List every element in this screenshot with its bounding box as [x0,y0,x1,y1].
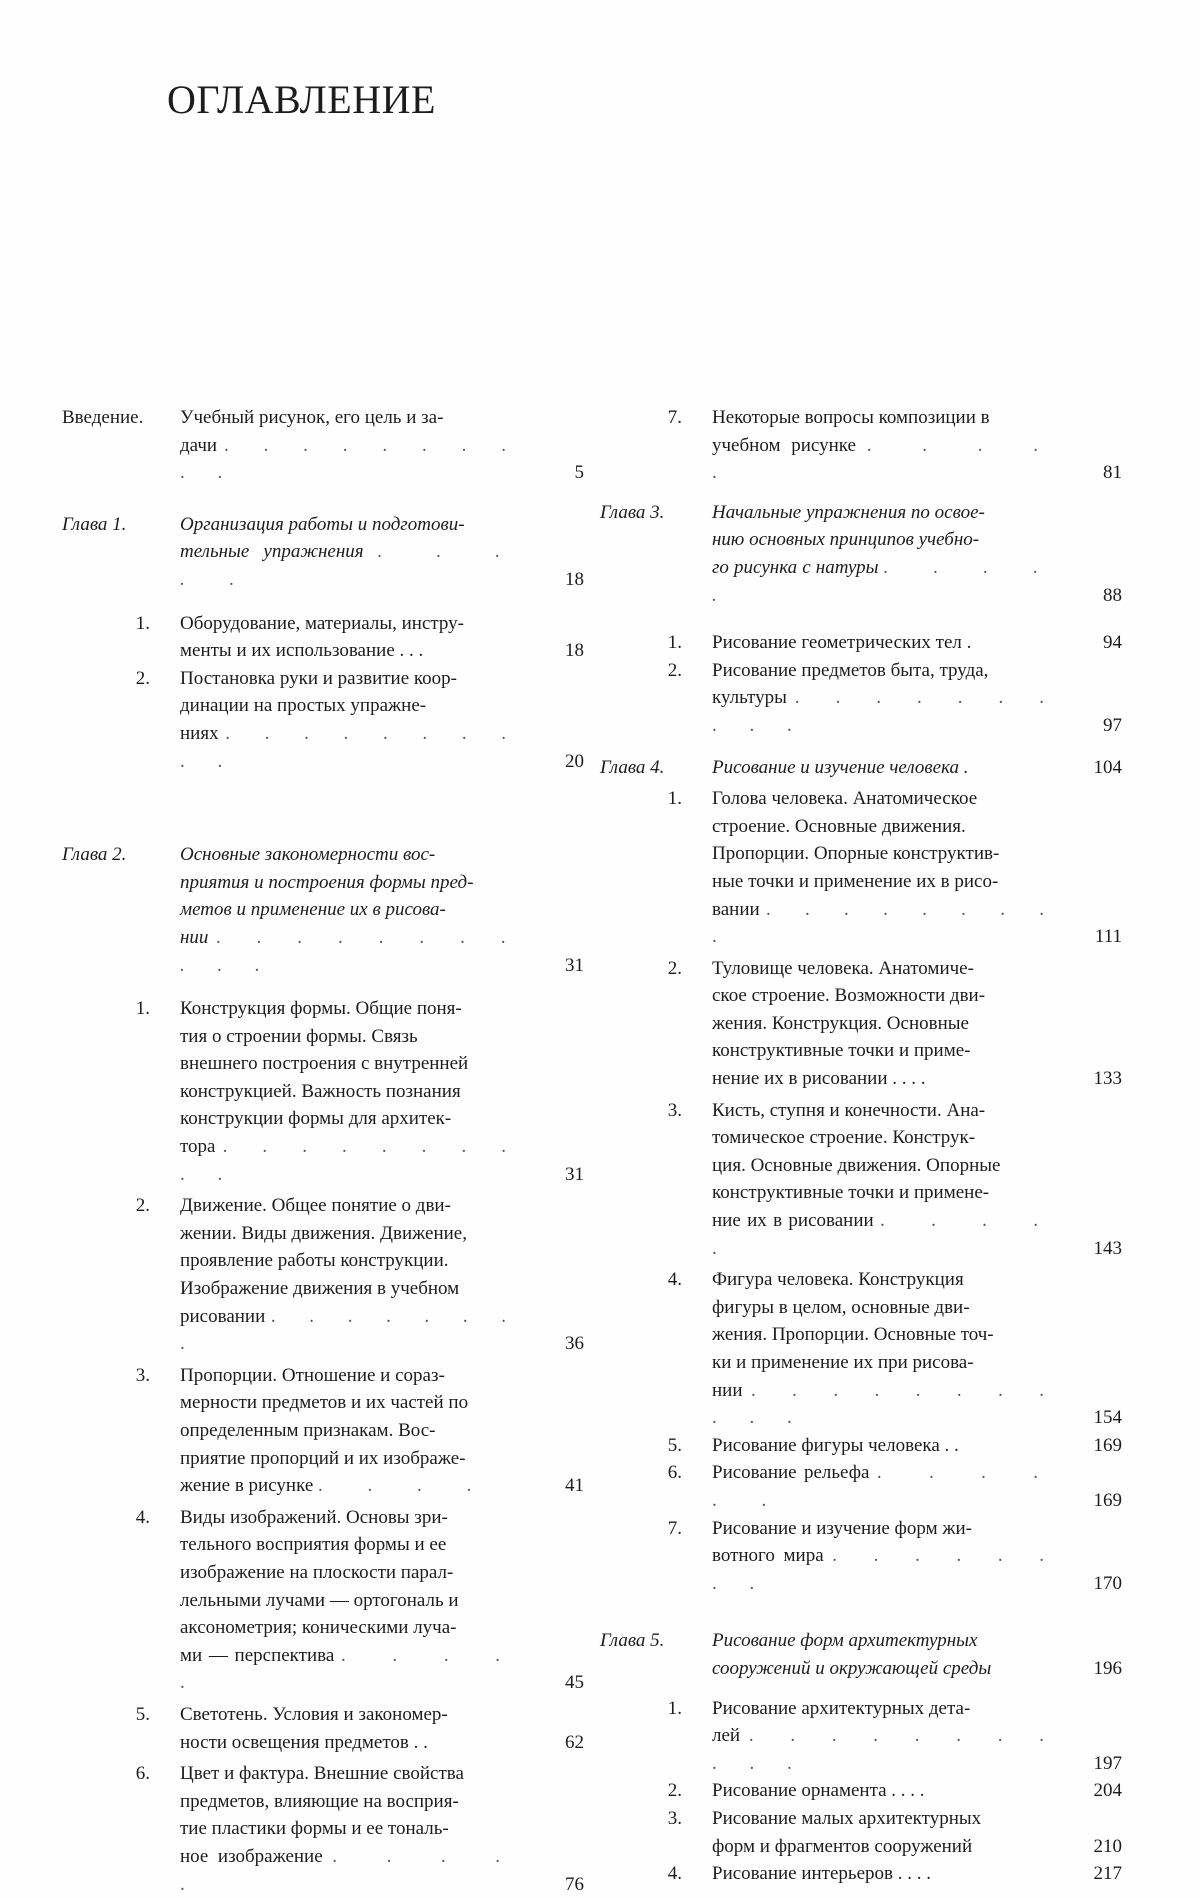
chapter-label: Глава 2. [62,841,172,869]
entry-title [180,1701,520,1756]
entry-title-line: Конструкция формы. Общие поня- [180,995,520,1023]
entry-title-line: Рисование предметов быта, труда, [712,657,1058,685]
dot-leader: . . . . . . . . [712,1545,1058,1594]
section-number: 2. [600,657,704,685]
entry-title-line: нение их в рисовании . . . . [712,1065,1058,1093]
section-number: 3. [62,1362,172,1390]
entry-title [712,1777,1058,1805]
dot-leader: . . . . . [712,557,1058,606]
toc-section-entry [62,1701,578,1756]
dot-leader: . . . . . . . . . . [180,435,520,484]
entry-title [712,1432,1058,1460]
entry-title-line: лельными лучами — ортогональ и [180,1587,520,1615]
entry-title-line: Пропорции. Отношение и сораз- [180,1362,520,1390]
section-number: 1. [600,785,704,813]
entry-title [180,995,520,1188]
entry-title-text: вании [712,899,760,920]
entry-title-line [180,1642,520,1697]
entry-title-line: Начальные упражнения по освое- [712,499,1058,527]
entry-title-line: Пропорции. Опорные конструктив- [712,840,1058,868]
entry-title [712,1266,1058,1432]
entry-title-line: тельного восприятия формы и ее [180,1531,520,1559]
entry-title-text: тора [180,1136,216,1157]
toc-section-entry [600,1432,1118,1460]
entry-title-line [180,432,520,487]
entry-title [180,665,520,775]
entry-title [180,1504,520,1697]
page-number: 111 [1066,923,1122,951]
section-number: 4. [62,1504,172,1532]
entry-title-text: ное изображение [180,1846,323,1867]
entry-title-text: го рисунка с натуры [712,557,879,578]
page-number: 31 [528,952,584,980]
entry-title-line: приятия и построения формы пред- [180,869,520,897]
entry-title-line: Учебный рисунок, его цель и за- [180,404,520,432]
entry-title-line: Светотень. Условия и закономер- [180,1701,520,1729]
entry-title-text: Рисование рельефа [712,1462,869,1483]
section-number: 2. [600,1777,704,1805]
entry-title-text: лей [712,1725,740,1746]
page-number: 104 [1066,754,1122,782]
entry-title-line: ки и применение их при рисова- [712,1349,1058,1377]
entry-title-line [712,432,1058,487]
entry-title-line: конструкции формы для архитек- [180,1105,520,1133]
page-number: 210 [1066,1833,1122,1861]
entry-title-line: строение. Основные движения. [712,813,1058,841]
page-number: 41 [528,1472,584,1500]
entry-title-line: тия о строении формы. Связь [180,1023,520,1051]
entry-title-text: ние их в рисовании [712,1210,874,1231]
entry-title [712,1627,1058,1682]
entry-title-line: приятие пропорций и их изображе- [180,1445,520,1473]
entry-title-line: жении. Виды движения. Движение, [180,1220,520,1248]
toc-chapter-entry [600,754,1118,782]
section-number: 3. [600,1805,704,1833]
entry-title [712,499,1058,609]
entry-title [712,1805,1058,1860]
section-number: 4. [600,1266,704,1294]
toc-section-entry [600,1097,1118,1263]
entry-title [712,1515,1058,1598]
section-number: 5. [600,1432,704,1460]
toc-section-entry [600,1266,1118,1432]
page-number: 62 [528,1729,584,1757]
toc-left-column [62,404,578,1898]
entry-title-line [712,1207,1058,1262]
entry-title-line: проявление работы конструкции. [180,1247,520,1275]
entry-title-line: внешнего построения с внутренней [180,1050,520,1078]
toc-section-entry [62,665,578,775]
entry-title [180,404,520,487]
entry-title-line: предметов, влияющие на восприя- [180,1788,520,1816]
entry-title-line: определенным признакам. Вос- [180,1417,520,1445]
entry-title-line: метов и применение их в рисова- [180,896,520,924]
toc-section-entry [62,610,578,665]
entry-title [712,657,1058,740]
toc-section-entry [600,955,1118,1093]
entry-title [180,841,520,979]
page-number: 169 [1066,1487,1122,1515]
entry-title-line: фигуры в целом, основные дви- [712,1294,1058,1322]
toc-section-entry [600,785,1118,951]
page-number: 196 [1066,1655,1122,1683]
entry-title-line: томическое строение. Конструк- [712,1124,1058,1152]
entry-title-line [712,1377,1058,1432]
toc-chapter-entry [600,499,1118,609]
toc-section-entry [600,1515,1118,1598]
entry-title [180,511,520,594]
dot-leader: . . . . . [180,541,520,590]
entry-title-line [712,1722,1058,1777]
entry-title-line: Голова человека. Анатомическое [712,785,1058,813]
toc-section-entry [600,1805,1118,1860]
page-number: 133 [1066,1065,1122,1093]
entry-title-line: Фигура человека. Конструкция [712,1266,1058,1294]
section-number: 5. [62,1701,172,1729]
entry-title-line: ности освещения предметов . . [180,1729,520,1757]
toc-section-entry [600,1777,1118,1805]
entry-title-line [712,1459,1058,1514]
toc-chapter-entry [62,511,578,594]
entry-title-line: Туловище человека. Анатомиче- [712,955,1058,983]
section-number: 6. [600,1459,704,1487]
entry-title-text: рисовании [180,1306,265,1327]
section-number: 1. [62,995,172,1023]
toc-section-entry [600,1459,1118,1514]
entry-title [712,955,1058,1093]
entry-title-line: Рисование и изучение форм жи- [712,1515,1058,1543]
entry-title-line [180,538,520,593]
entry-title-text: учебном рисунке [712,435,856,456]
toc-chapter-entry [62,841,578,979]
section-number: 1. [62,610,172,638]
dot-leader: . . . . . . . . [180,1306,520,1355]
section-number: 1. [600,1695,704,1723]
entry-title-line: форм и фрагментов сооружений [712,1833,1058,1861]
entry-title-line: менты и их использование . . . [180,637,520,665]
page-number: 197 [1066,1750,1122,1778]
page-number: 31 [528,1161,584,1189]
dot-leader: . . . . . . . . . . . [180,927,520,976]
dot-leader: . . . . [318,1475,491,1496]
page-number: 143 [1066,1235,1122,1263]
entry-title-line: ское строение. Возможности дви- [712,982,1058,1010]
entry-title-line [180,1303,520,1358]
entry-title-line: конструктивные точки и примене- [712,1179,1058,1207]
page-number: 204 [1066,1777,1122,1805]
entry-title [180,1760,520,1898]
entry-title-text: тельные упражнения [180,541,364,562]
entry-title-line [180,924,520,979]
entry-title [712,1097,1058,1263]
entry-title-text: нии [180,927,208,948]
entry-title-line: тие пластики формы и ее тональ- [180,1815,520,1843]
toc-section-entry [62,1362,578,1500]
entry-title-line: Цвет и фактура. Внешние свойства [180,1760,520,1788]
page-number: 20 [528,748,584,776]
dot-leader: . . . . . . . . . . [180,723,520,772]
page-number: 81 [1066,459,1122,487]
entry-title [180,610,520,665]
dot-leader: . . . . . . . . . . . [712,1380,1058,1429]
entry-title-text: вотного мира [712,1545,824,1566]
entry-title [712,754,1058,782]
section-number: 2. [62,1192,172,1220]
entry-title-line: Основные закономерности вос- [180,841,520,869]
dot-leader: . . . . . [712,435,1058,484]
entry-title-line: жения. Пропорции. Основные точ- [712,1321,1058,1349]
chapter-label: Глава 5. [600,1627,704,1655]
page-number: 5 [528,459,584,487]
toc-section-entry [62,995,578,1188]
entry-title-line: Рисование геометрических тел . [712,629,1058,657]
entry-title-line: Организация работы и подготови- [180,511,520,539]
entry-title [712,785,1058,951]
entry-title-line: Рисование архитектурных дета- [712,1695,1058,1723]
page-number: 18 [528,637,584,665]
entry-title-line: Движение. Общее понятие о дви- [180,1192,520,1220]
entry-title-line: конструкцией. Важность познания [180,1078,520,1106]
entry-title-line: жения. Конструкция. Основные [712,1010,1058,1038]
entry-title-text: нии [712,1380,743,1401]
entry-title-line: Рисование и изучение человека . [712,754,1058,782]
entry-title-line: мерности предметов и их частей по [180,1389,520,1417]
toc-section-entry [600,404,1118,487]
entry-title-text: культуры [712,687,787,708]
dot-leader: . . . . . . . . . . . [712,1725,1058,1774]
section-number: 3. [600,1097,704,1125]
dot-leader: . . . . . [712,1210,1058,1259]
page-number: 36 [528,1330,584,1358]
entry-title [180,1362,520,1500]
section-number: 7. [600,404,704,432]
entry-title-line [180,720,520,775]
entry-title-text: дачи [180,435,217,456]
chapter-label: Введение. [62,404,172,432]
entry-title [712,1459,1058,1514]
entry-title [712,1860,1058,1888]
entry-title-line [712,1542,1058,1597]
entry-title-line: Некоторые вопросы композиции в [712,404,1058,432]
entry-title [712,404,1058,487]
section-number: 2. [600,955,704,983]
section-number: 6. [62,1760,172,1788]
toc-section-entry [62,404,578,487]
entry-title-line: Оборудование, материалы, инстру- [180,610,520,638]
entry-title [712,629,1058,657]
entry-title-line [712,684,1058,739]
entry-title-line: Изображение движения в учебном [180,1275,520,1303]
page-title: ОГЛАВЛЕНИЕ [167,76,436,123]
entry-title-line [180,1472,520,1500]
entry-title-line: Рисование малых архитектурных [712,1805,1058,1833]
page-number: 169 [1066,1432,1122,1460]
page-number: 154 [1066,1404,1122,1432]
page-number: 170 [1066,1570,1122,1598]
chapter-label: Глава 4. [600,754,704,782]
page-number: 18 [528,566,584,594]
page-number: 76 [528,1871,584,1898]
chapter-label: Глава 3. [600,499,704,527]
entry-title-line: нию основных принципов учебно- [712,526,1058,554]
entry-title [180,1192,520,1358]
entry-title-line: аксонометрия; коническими луча- [180,1614,520,1642]
section-number: 1. [600,629,704,657]
toc-section-entry [600,1860,1118,1888]
entry-title-line: Кисть, ступня и конечности. Ана- [712,1097,1058,1125]
toc-section-entry [600,1695,1118,1778]
entry-title-line [180,1843,520,1898]
toc-section-entry [600,657,1118,740]
page-number: 94 [1066,629,1122,657]
entry-title [712,1695,1058,1778]
entry-title-line: Постановка руки и развитие коор- [180,665,520,693]
page-number: 88 [1066,582,1122,610]
entry-title-text: ниях [180,723,219,744]
dot-leader: . . . . . . . . . [712,899,1058,948]
page-number: 97 [1066,712,1122,740]
toc-section-entry [62,1504,578,1697]
entry-title-line: изображение на плоскости парал- [180,1559,520,1587]
entry-title-line: ция. Основные движения. Опорные [712,1152,1058,1180]
entry-title-line [712,896,1058,951]
entry-title-text: жение в рисунке [180,1475,313,1496]
entry-title-line [180,1133,520,1188]
dot-leader: . . . . . [180,1645,520,1694]
entry-title-line: конструктивные точки и приме- [712,1037,1058,1065]
dot-leader: . . . . . [180,1846,520,1895]
entry-title-line: Рисование интерьеров . . . . [712,1860,1058,1888]
toc-chapter-entry [600,1627,1118,1682]
toc-section-entry [62,1192,578,1358]
entry-title-line: динации на простых упражне- [180,692,520,720]
entry-title-line: Рисование орнамента . . . . [712,1777,1058,1805]
chapter-label: Глава 1. [62,511,172,539]
entry-title-line: Виды изображений. Основы зри- [180,1504,520,1532]
toc-right-column [600,404,1118,1888]
entry-title-line: Рисование фигуры человека . . [712,1432,1058,1460]
dot-leader: . . . . . . . . . . [712,687,1058,736]
toc-section-entry [600,629,1118,657]
section-number: 2. [62,665,172,693]
dot-leader: . . . . . . . . . . [180,1136,520,1185]
section-number: 4. [600,1860,704,1888]
entry-title-text: ми — перспектива [180,1645,334,1666]
entry-title-line: ные точки и применение их в рисо- [712,868,1058,896]
toc-section-entry [62,1760,578,1898]
entry-title-line: сооружений и окружающей среды [712,1655,1058,1683]
page-number: 217 [1066,1860,1122,1888]
page-number: 45 [528,1669,584,1697]
dot-leader: . . . . . . [712,1462,1058,1511]
entry-title-line [712,554,1058,609]
entry-title-line: Рисование форм архитектурных [712,1627,1058,1655]
section-number: 7. [600,1515,704,1543]
